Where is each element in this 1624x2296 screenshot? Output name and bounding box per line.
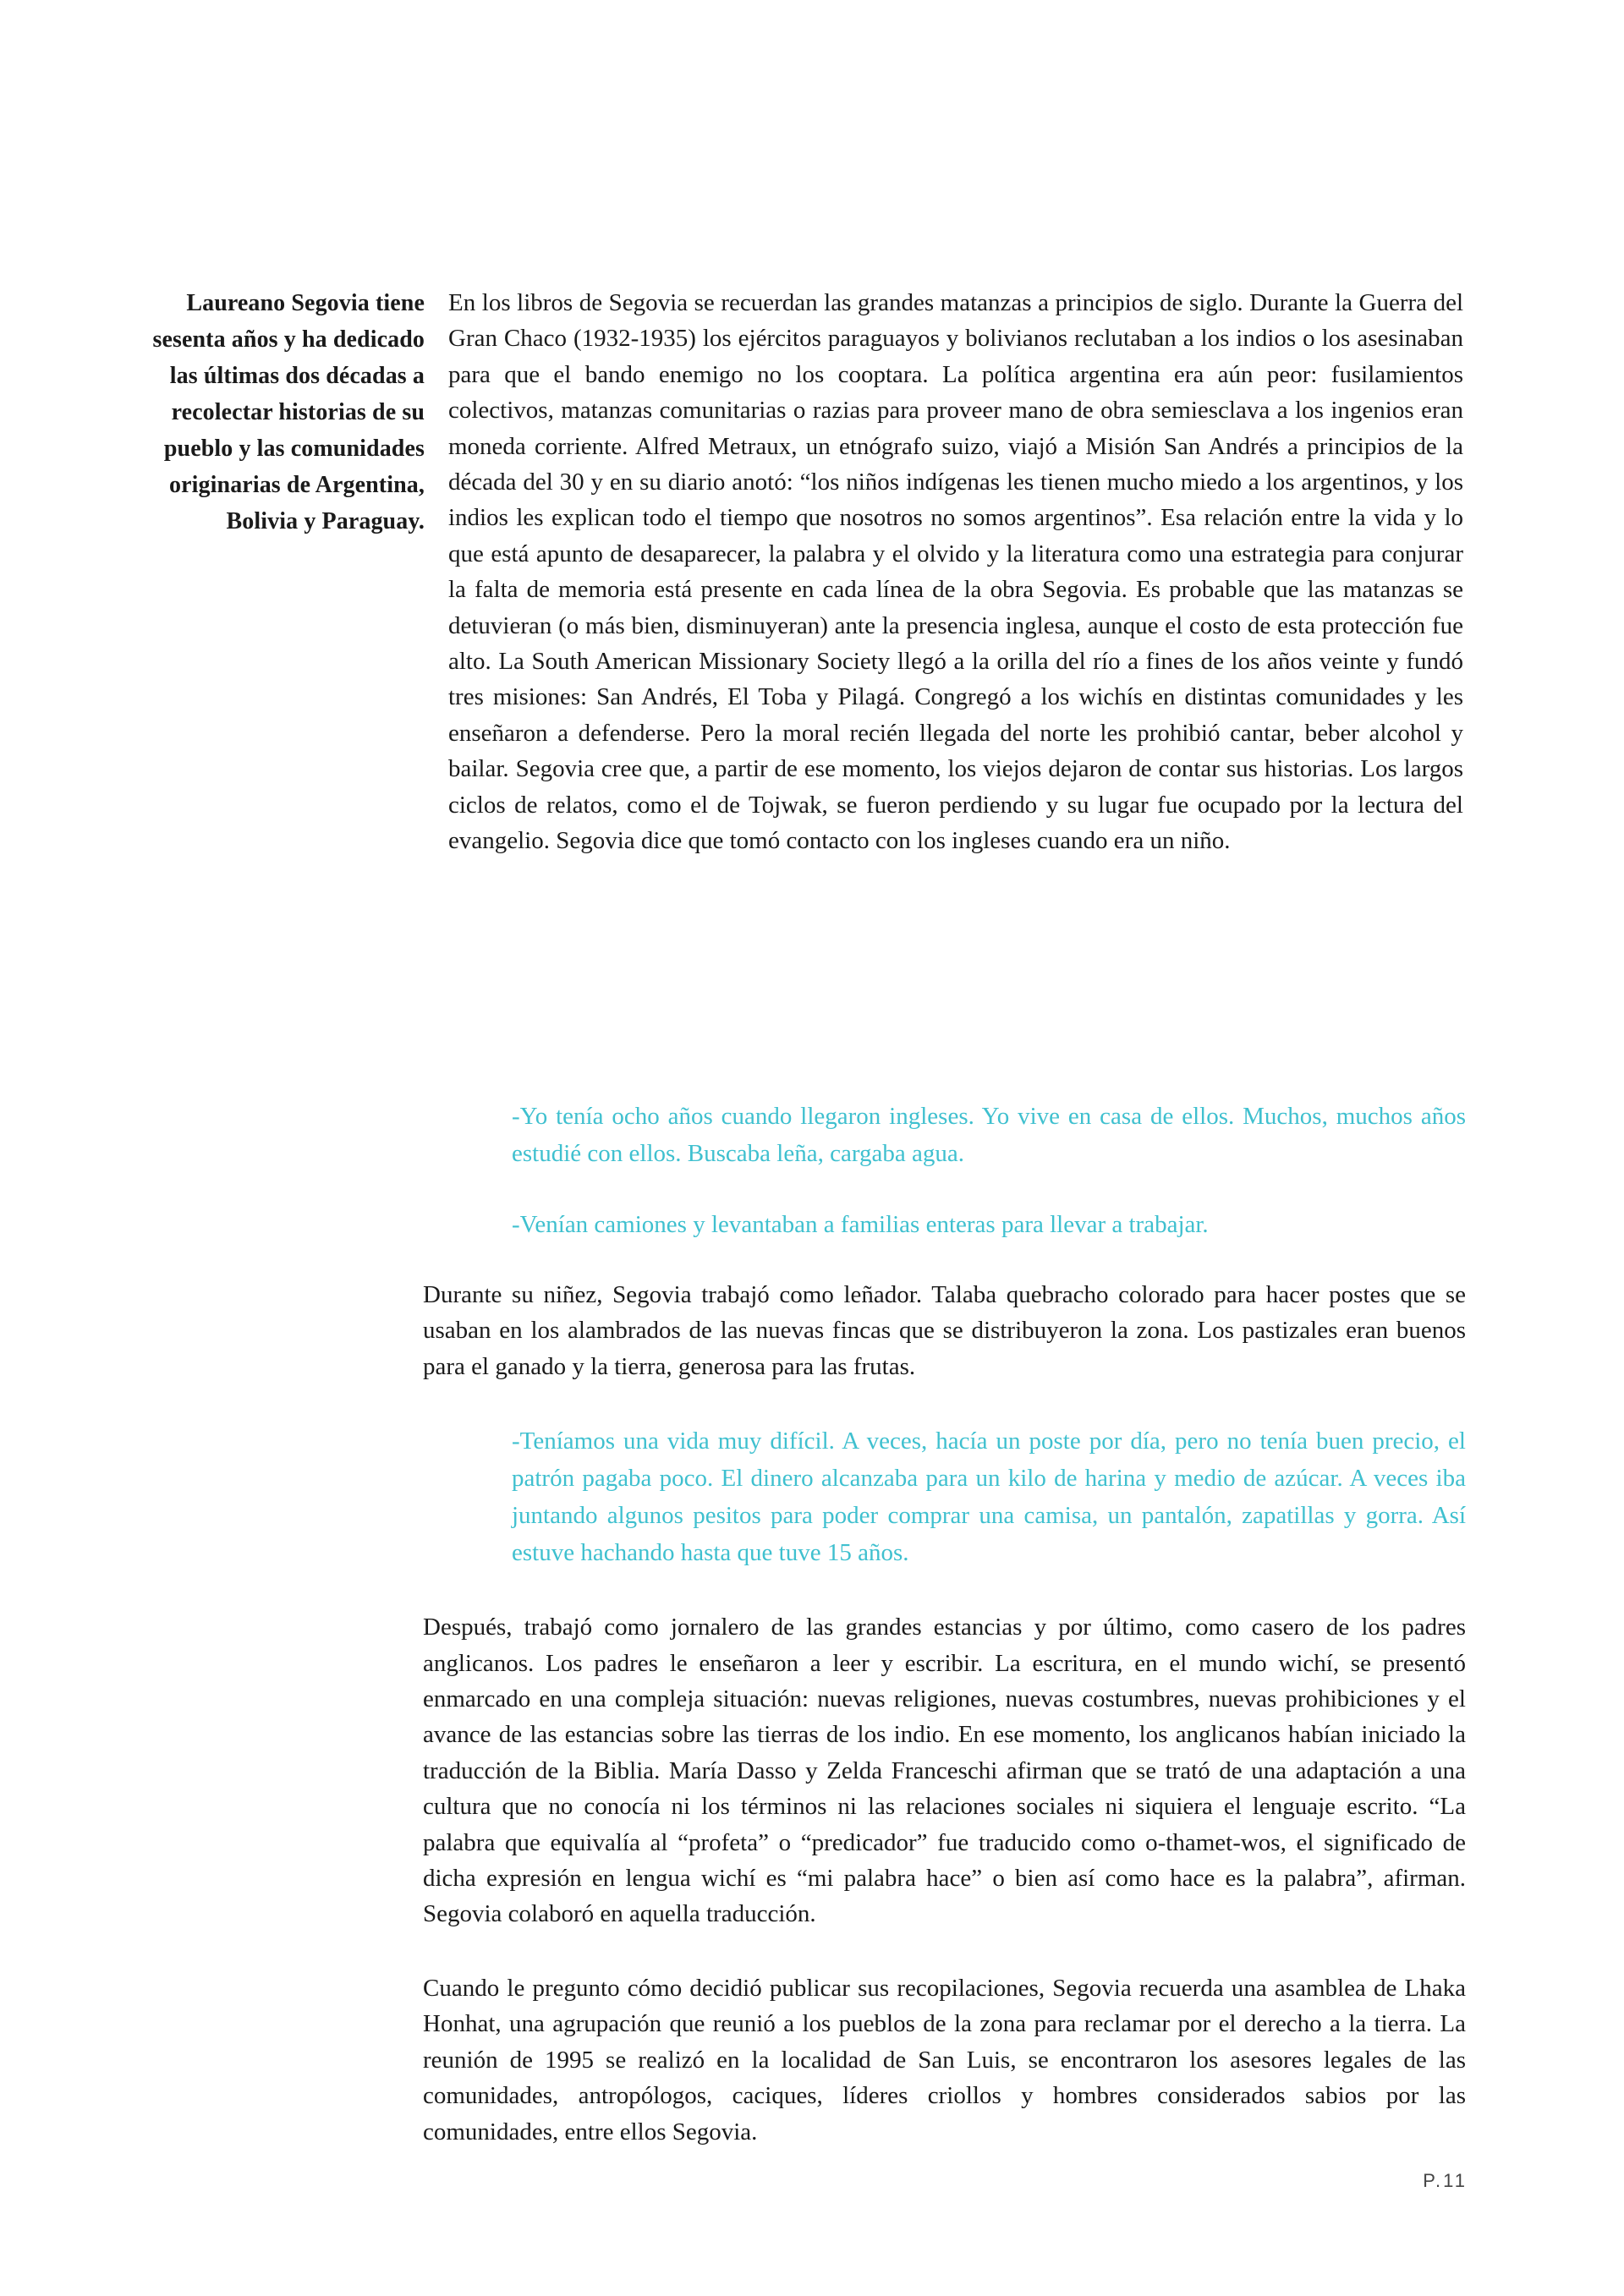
article-paragraph-4: Cuando le pregunto cómo decidió publicar sus recopilaciones, Segovia recuerda una asamblea de Lhaka Honhat, una agrupación que reunió a los pueblos de la zona para reclamar por el derecho a la tierra. La reunión de 1995 se realizó en la localidad de San Luis, se encontraron los asesores legales de las comunidades, antropólogos, caciques, líderes criollos y hombres considerados sabios por las comunidades, entre ellos Segovia. xyxy=(423,1974,1466,2145)
article-paragraph-2: Durante su niñez, Segovia trabajó como leñador. Talaba quebracho colorado para hacer postes que se usaban en los alambrados de las nuevas fincas que se distribuyeron la zona. Los pastizales eran buenos para el ganado y la tierra, generosa para las frutas. xyxy=(423,1281,1466,1380)
pull-quote-sidebar xyxy=(127,285,425,540)
quote-1: -Yo tenía ocho años cuando llegaron ingleses. Yo vive en casa de ellos. Muchos, muchos años estudié con ellos. Buscaba leña, cargaba agua. xyxy=(512,1103,1466,1167)
pull-quote: Laureano Segovia tiene sesenta años y ha dedicado las últimas dos décadas a recolectar historias de su pueblo y las comunidades originarias de Argentina, Bolivia y Paraguay. xyxy=(152,290,425,534)
article-body xyxy=(423,1098,1466,2150)
article-paragraph-1: En los libros de Segovia se recuerdan las grandes matanzas a principios de siglo. Durante la Guerra del Gran Chaco (1932-1935) los ejércitos paraguayos y bolivianos reclutaban a los indios o los asesinaban para que el bando enemigo no los cooptara. La política argentina era aún peor: fusilamientos colectivos, matanzas comunitarias o razias para proveer mano de obra semiesclava a los ingenios eran moneda corriente. Alfred Metraux, un etnógrafo suizo, viajó a Misión San Andrés a principios de la década del 30 y en su diario anotó: “los niños indígenas les tienen mucho miedo a los argentinos, y los indios les explican todo el tiempo que nosotros no somos argentinos”. Esa relación entre la vida y lo que está apunto de desaparecer, la palabra y el olvido y la literatura como una estrategia para conjurar la falta de memoria está presente en cada línea de la obra Segovia. Es probable que las matanzas se detuvieran (o más bien, disminuyeran) ante la presencia inglesa, aunque el costo de esta protección fue alto. La South American Missionary Society llegó a la orilla del río a fines de los años veinte y fundó tres misiones: San Andrés, El Toba y Pilagá. Congregó a los wichís en distintas comunidades y les enseñaron a defenderse. Pero la moral recién llegada del norte les prohibió cantar, beber alcohol y bailar. Segovia cree que, a partir de ese momento, los viejos dejaron de contar sus historias. Los largos ciclos de relatos, como el de Tojwak, se fueron perdiendo y su lugar fue ocupado por la lectura del evangelio. Segovia dice que tomó contacto con los ingleses cuando era un niño. xyxy=(448,289,1463,855)
article-opening xyxy=(448,285,1463,859)
spacer xyxy=(423,1932,1466,1970)
quote-3: -Teníamos una vida muy difícil. A veces, hacía un poste por día, pero no tenía buen precio, el patrón pagaba poco. El dinero alcanzaba para un kilo de harina y medio de azúcar. A veces iba juntando algunos pesitos para poder comprar una camisa, un pantalón, zapatillas y gorra. Así estuve hachando hasta que tuve 15 años. xyxy=(512,1427,1466,1567)
spacer xyxy=(423,1172,1466,1206)
article-paragraph-3: Después, trabajó como jornalero de las grandes estancias y por último, como casero de los padres anglicanos. Los padres le enseñaron a leer y escribir. La escritura, en el mundo wichí, se presentó enmarcado en una compleja situación: nuevas religiones, nuevas costumbres, nuevas prohibiciones y el avance de las estancias sobre las tierras de los indio. En ese momento, los anglicanos habían iniciado la traducción de la Biblia. María Dasso y Zelda Franceschi afirman que se trató de una adaptación a una cultura que no conocía ni los términos ni las relaciones sociales ni siquiera el lenguaje escrito. “La palabra que equivalía al “profeta” o “predicador” fue traducido como o-thamet-wos, el significado de dicha expresión en lengua wichí es “mi palabra hace” o bien así como hace es la palabra”, afirman. Segovia colaboró en aquella traducción. xyxy=(423,1614,1466,1928)
spacer xyxy=(423,1243,1466,1277)
page-number: P.11 xyxy=(1423,2170,1468,2191)
spacer xyxy=(423,1384,1466,1422)
spacer xyxy=(423,1571,1466,1609)
quote-2: -Venían camiones y levantaban a familias enteras para llevar a trabajar. xyxy=(512,1211,1209,1238)
